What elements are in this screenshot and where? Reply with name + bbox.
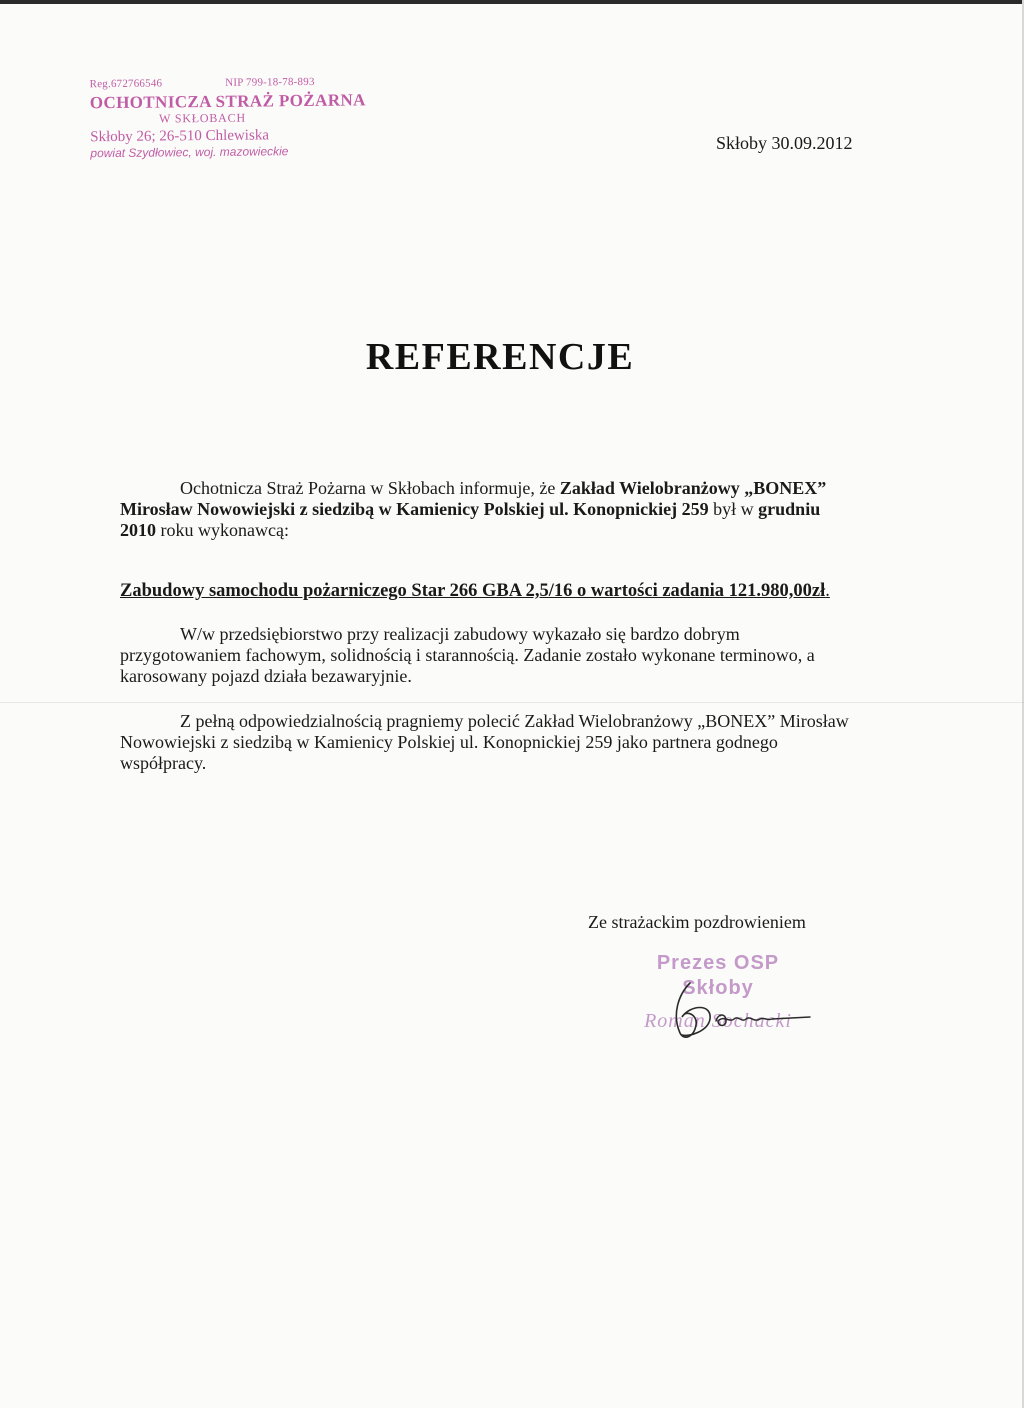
stamp-reg-line (90, 77, 315, 91)
stamp-region: powiat Szydłowiec, woj. mazowieckie (90, 143, 289, 160)
document-title: REFERENCJE (365, 336, 635, 378)
stamp-org-name: OCHOTNICZA STRAŻ POŻARNA (89, 89, 366, 112)
signature-stamp-place: Skłoby (682, 977, 754, 999)
paragraph-recommendation: Z pełną odpowiedzialnością pragniemy polecić Zakład Wielobranżowy „BONEX” Mirosław Nowowiejski z siedzibą w Kamienicy Polskiej ul. Konopnickiej 259 jako partnera godnego współpracy. (120, 711, 849, 773)
letter-body (120, 478, 860, 774)
scan-edge-top (0, 0, 1024, 4)
signature-stamp-title: Prezes OSP (656, 952, 780, 974)
paragraph-intro-text-1: Ochotnicza Straż Pożarna w Skłobach informuje, że (180, 478, 560, 498)
document-date: Skłoby 30.09.2012 (716, 133, 853, 153)
contract-subject-period: . (825, 581, 830, 601)
contractor-name: Zakład Wielobranżowy „BONEX” Mirosław Nowowiejski z siedzibą w Kamienicy Polskiej ul. Konopnickiej 259 (120, 478, 827, 519)
paragraph-intro (120, 478, 860, 541)
stamp-nip: NIP 799-18-78-893 (225, 75, 315, 89)
handwritten-signature (660, 975, 820, 1045)
closing-salutation: Ze strażackim pozdrowieniem (588, 912, 806, 932)
contract-subject-text: Zabudowy samochodu pożarniczego Star 266 GBA 2,5/16 o wartości zadania 121.980,00zł (120, 581, 826, 601)
stamp-place: W SKŁOBACH (159, 111, 246, 126)
organization-stamp (89, 75, 366, 160)
paragraph-intro-text-2: był w (708, 499, 759, 519)
signature-stamp-name: Roman Sochacki (644, 1010, 792, 1032)
completion-date: grudniu 2010 (120, 499, 821, 540)
stamp-address: Skłoby 26; 26-510 Chlewiska (90, 127, 270, 146)
paragraph-intro-text-3: roku wykonawcą: (156, 520, 289, 540)
contract-subject (120, 581, 860, 602)
stamp-reg: Reg.672766546 (89, 77, 163, 91)
paragraph-evaluation: W/w przedsiębiorstwo przy realizacji zabudowy wykazało się bardzo dobrym przygotowaniem fachowym, solidnością i starannością. Zadanie zostało wykonane terminowo, a karosowany pojazd działa bezawaryjnie. (120, 624, 815, 686)
